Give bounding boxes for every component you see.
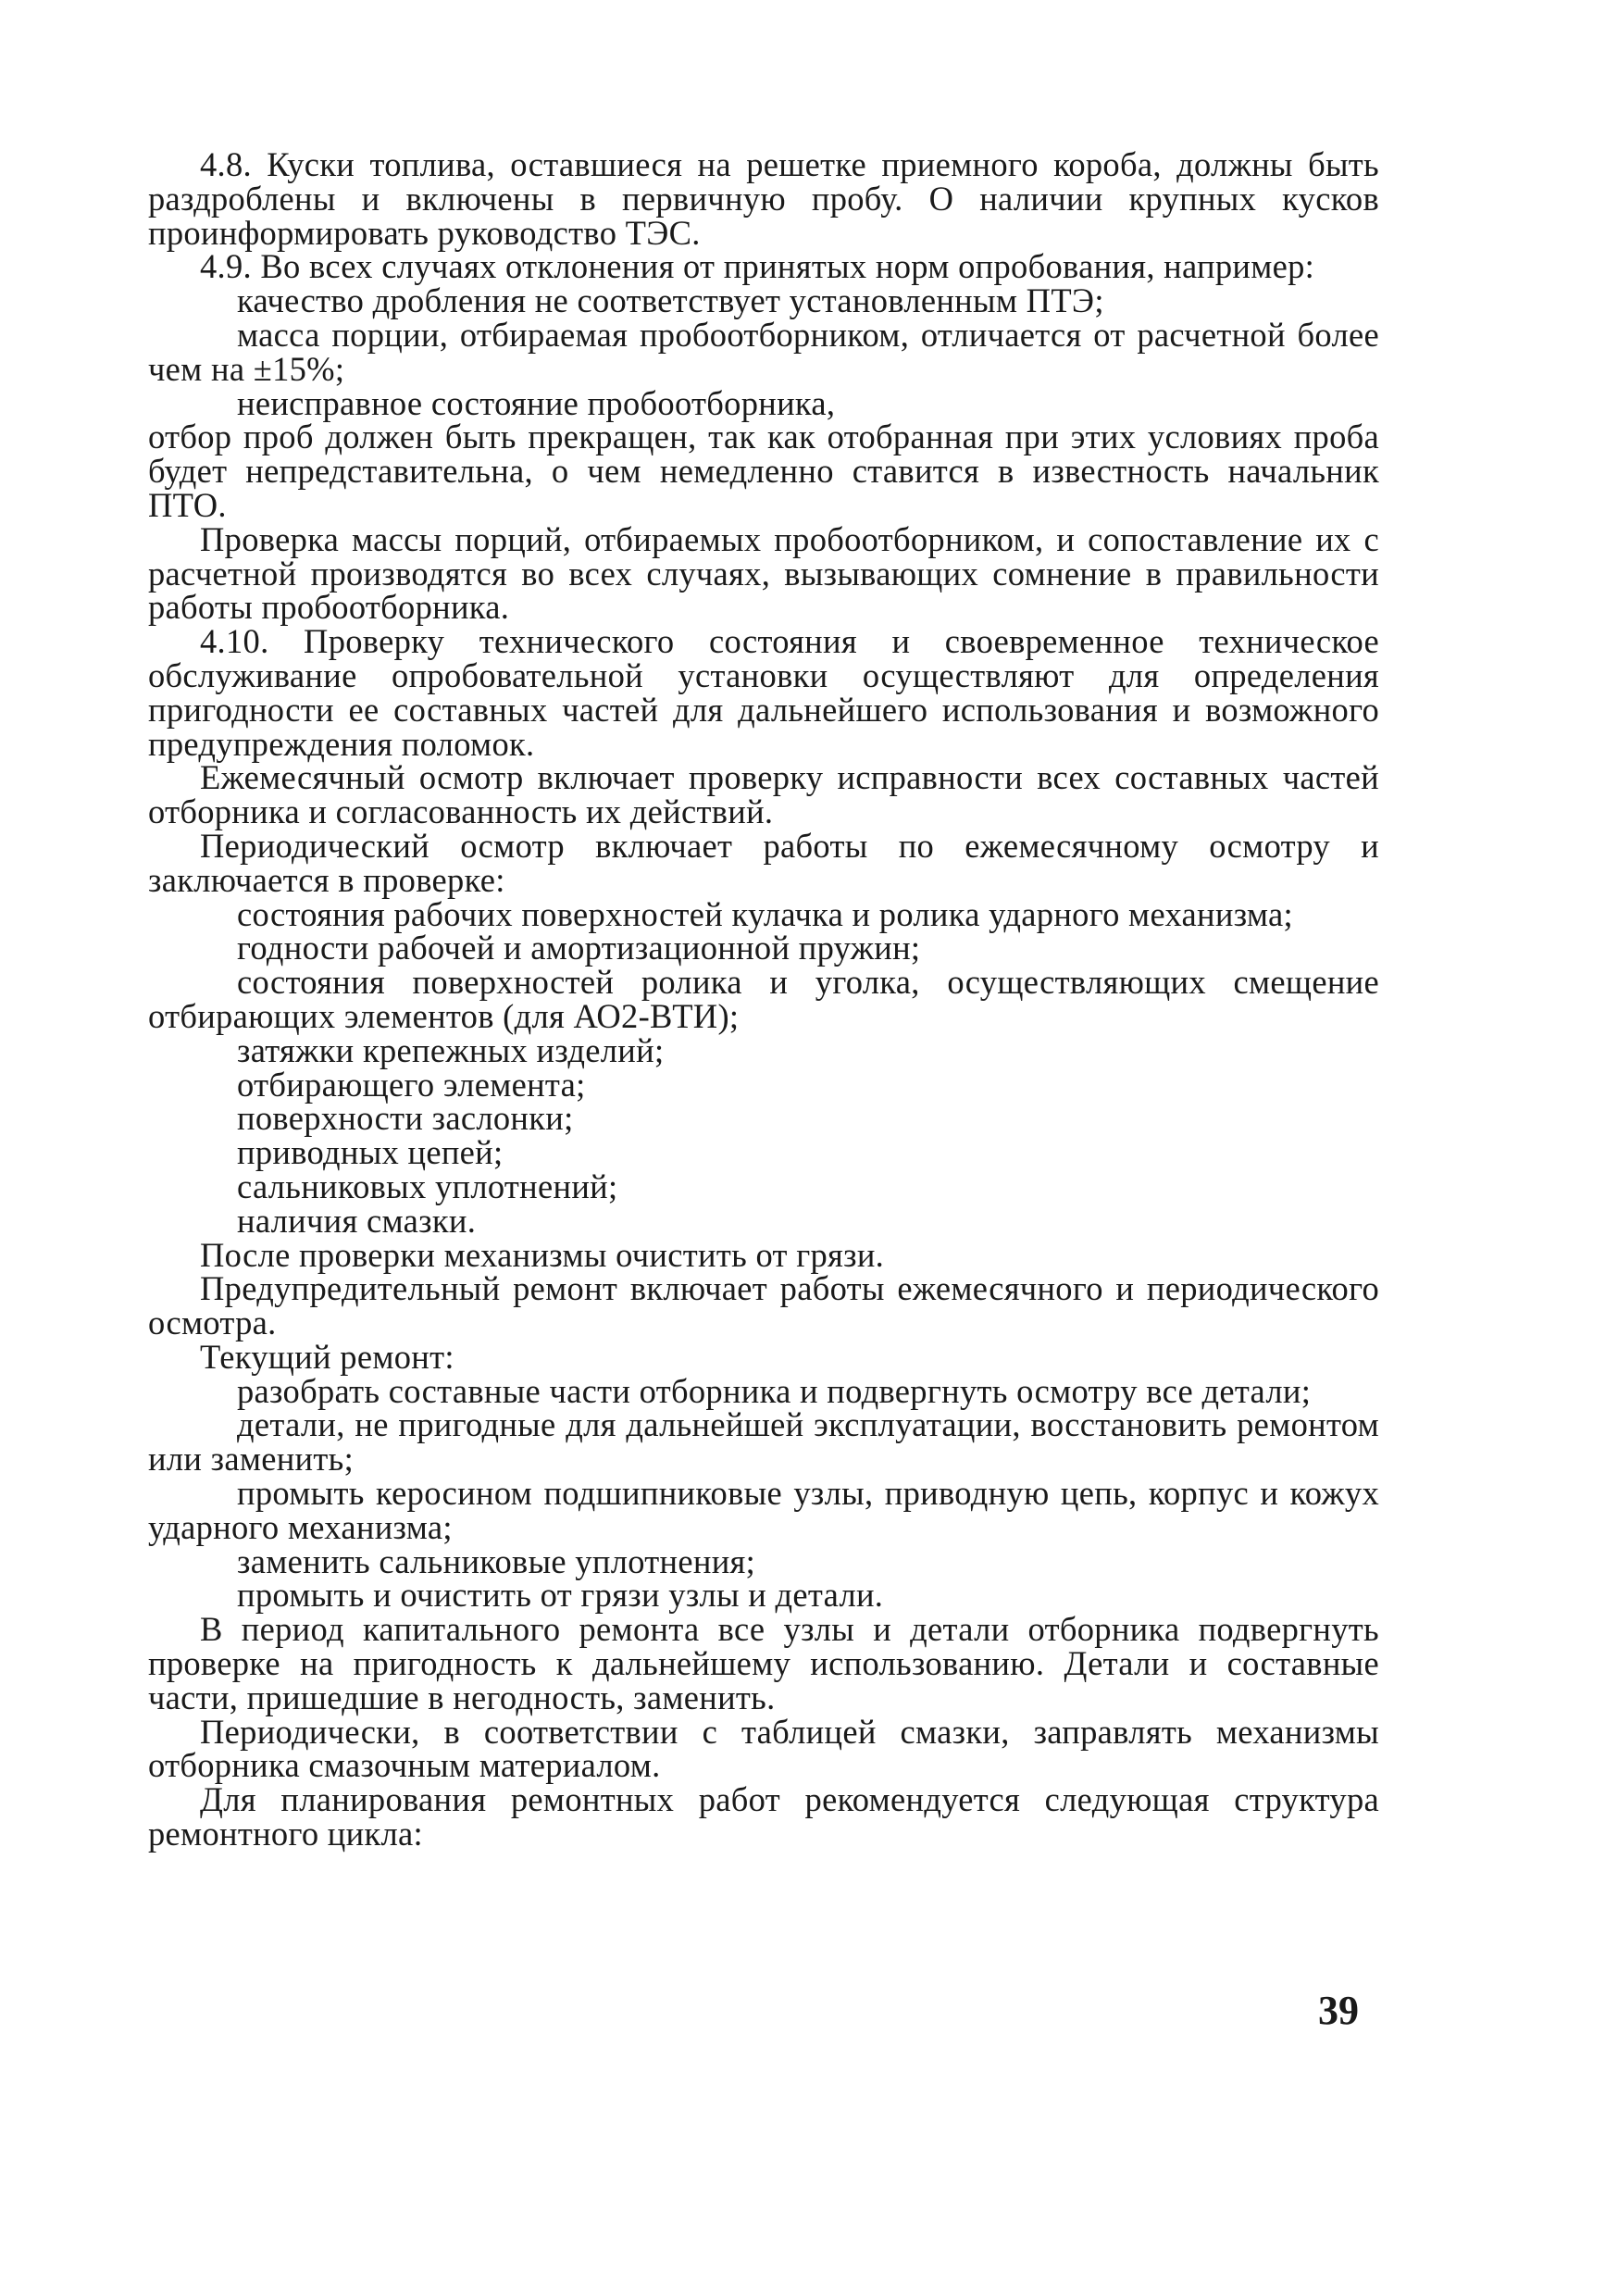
paragraph-4-9: 4.9. Во всех случаях отклонения от принятых норм опробования, например: [200,247,1315,286]
list-item: детали, не пригодные для дальнейшей эксплуатации, восстановить ремонтом или заменить; [148,1405,1379,1479]
list-item: отбирающего элемента; [237,1065,586,1104]
paragraph: Для планирования ремонтных работ рекомендуется следующая структура ремонтного цикла: [148,1780,1379,1853]
paragraph-4-10: 4.10. Проверку технического состояния и своевременное техническое обслуживание опробовательной установки осуществляют для определения пригодности ее составных частей для дальнейшего использования и возможного предупреждения поломок. [148,622,1379,763]
list-item: затяжки крепежных изделий; [237,1030,665,1069]
list-item: промыть керосином подшипниковые узлы, приводную цепь, корпус и кожух ударного механизма; [148,1474,1379,1546]
paragraph: Предупредительный ремонт включает работы ежемесячного и периодического осмотра. [148,1269,1379,1342]
list-item: поверхности заслонки; [237,1099,574,1138]
paragraph-continuation: отбор проб должен быть прекращен, так как отобранная при этих условиях проба будет непредставительна, о чем немедленно ставится в известность начальник ПТО. [148,418,1379,524]
list-item: промыть и очистить от грязи узлы и детали. [237,1576,884,1615]
list-item: приводных цепей; [237,1133,504,1172]
paragraph: После проверки механизмы очистить от грязи. [200,1235,885,1274]
paragraph: Текущий ремонт: [200,1337,454,1376]
list-item: разобрать составные части отборника и подвергнуть осмотру все детали; [237,1371,1312,1410]
paragraph: Проверка массы порций, отбираемых пробоотборником, и сопоставление их с расчетной производятся во всех случаях, вызывающих сомнение в правильности работы пробоотборника. [148,519,1379,627]
list-item: состояния рабочих поверхностей кулачка и ролика ударного механизма; [237,894,1293,933]
list-item: масса порции, отбираемая пробоотборником, отличается от расчетной более чем на ±15%; [148,315,1379,388]
list-item: качество дробления не соответствует установленным ПТЭ; [237,281,1104,320]
list-item: наличия смазки. [237,1201,477,1240]
page-number: 39 [1318,1988,1359,2033]
list-item: состояния поверхностей ролика и уголка, осуществляющих смещение отбирающих элементов (для АО2-ВТИ); [148,963,1379,1035]
paragraph-4-8: 4.8. Куски топлива, оставшиеся на решетке приемного короба, должны быть раздроблены и включены в первичную пробу. О наличии крупных кусков проинформировать руководство ТЭС. [148,145,1379,252]
list-item: годности рабочей и амортизационной пружин; [237,929,921,967]
paragraph: Периодический осмотр включает работы по ежемесячному осмотру и заключается в проверке: [148,826,1379,899]
list-item: заменить сальниковые уплотнения; [237,1541,756,1580]
list-item: сальниковых уплотнений; [237,1167,618,1205]
list-item: неисправное состояние пробоотборника, [237,383,836,422]
paragraph: В период капитального ремонта все узлы и детали отборника подвергнуть проверке на пригодность к дальнейшему использованию. Детали и составные части, пришедшие в негодность, заменить. [148,1610,1379,1716]
paragraph: Ежемесячный осмотр включает проверку исправности всех составных частей отборника и согласованность их действий. [148,758,1379,831]
body-text [148,145,1379,1853]
paragraph: Периодически, в соответствии с таблицей смазки, заправлять механизмы отборника смазочным материалом. [148,1712,1379,1785]
